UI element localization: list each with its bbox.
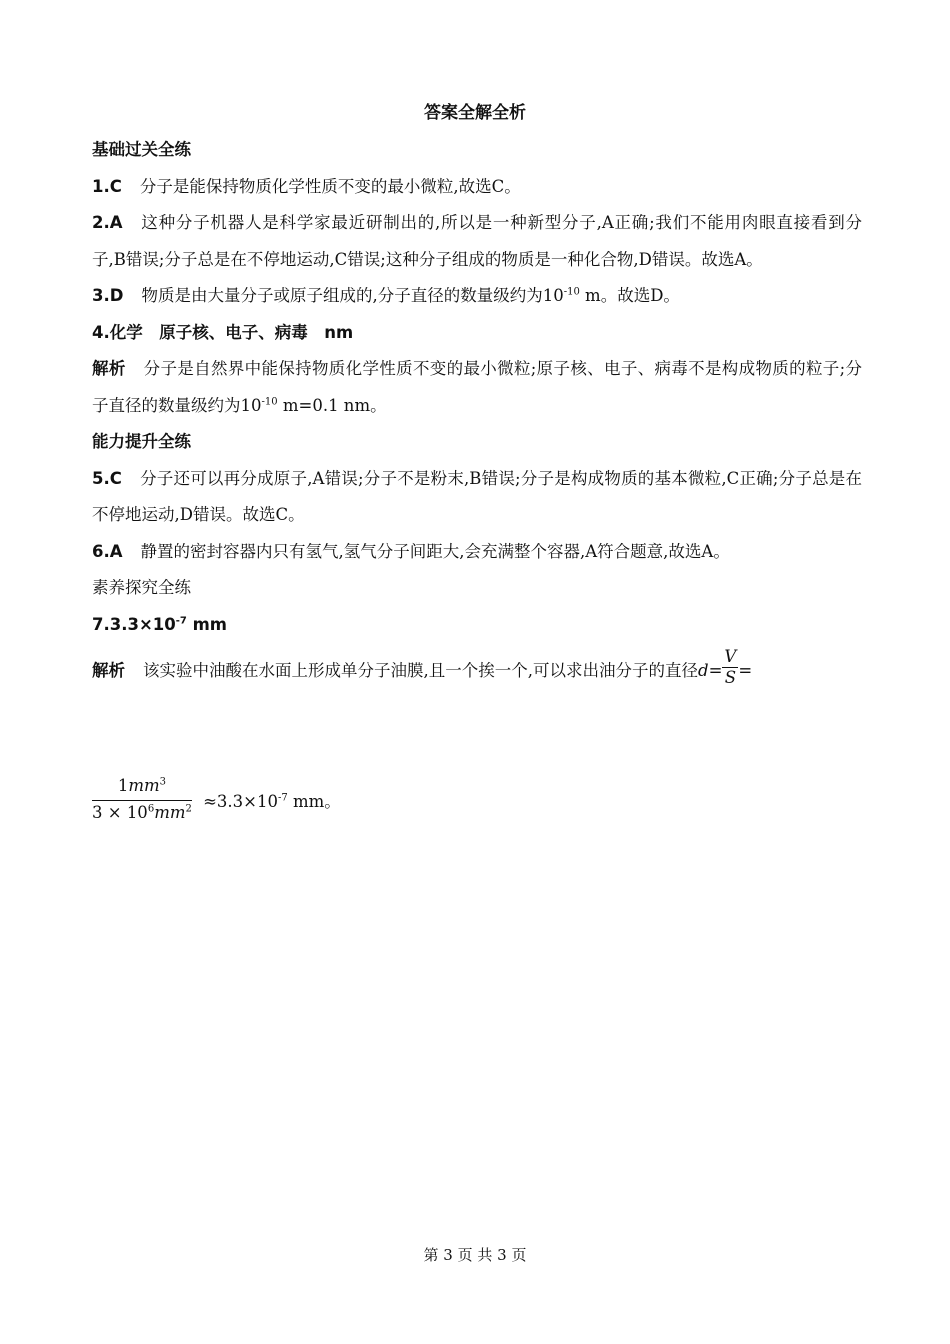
- answer-content: [92, 132, 862, 690]
- fraction-numerator: [92, 774, 192, 801]
- analysis-label: 解析: [92, 359, 126, 378]
- result-value: ≈3.3×10: [203, 791, 278, 811]
- exponent: -10: [261, 396, 278, 407]
- diameter-symbol: d: [698, 661, 709, 680]
- exponent: 2: [185, 803, 192, 815]
- answer-number: 1.C: [92, 176, 122, 196]
- exponent: 6: [147, 803, 155, 815]
- fraction-denominator: S: [724, 668, 736, 687]
- calculation-line: [92, 774, 341, 825]
- analysis-text: 分子是自然界中能保持物质化学性质不变的最小微粒;原子核、电子、病毒不是构成物质的粒子;分子直径的数量级约为10: [92, 359, 863, 415]
- page-footer: 第 3 页 共 3 页: [423, 1246, 527, 1264]
- analysis-text: 该实验中油酸在水面上形成单分子油膜,且一个挨一个,可以求出油分子的直径: [143, 661, 698, 680]
- answer-number: 3.D: [92, 286, 124, 305]
- answer-text: 物质是由大量分子或原子组成的,分子直径的数量级约为10: [141, 286, 564, 305]
- numerator-value: 1: [117, 776, 129, 795]
- answer-number: 5.C: [92, 468, 122, 488]
- denominator-unit: mm: [154, 803, 186, 822]
- answer-item-1: [92, 169, 862, 206]
- denominator-value: 3 × 10: [92, 803, 148, 822]
- answer-text: 分子是能保持物质化学性质不变的最小微粒,故选C。: [139, 176, 521, 196]
- page-title: 答案全解全析: [424, 103, 526, 123]
- answer-number: 6.A: [92, 541, 123, 561]
- answer-text-end: m。故选D。: [579, 286, 680, 305]
- answer-value: 7.3.3×10: [92, 614, 176, 634]
- fraction-v-over-s: [722, 647, 738, 688]
- result: [203, 792, 341, 811]
- numerator-unit: mm: [128, 776, 160, 795]
- exponent: -7: [175, 615, 187, 626]
- analysis-label: 解析: [92, 661, 125, 680]
- section-heading-literacy: 素养探究全练: [92, 578, 191, 597]
- answer-text: 分子还可以再分成原子,A错误;分子不是粉末,B错误;分子是构成物质的基本微粒,C正确;分子总是在不停地运动,D错误。故选C。: [92, 468, 862, 524]
- volume-area-fraction: [92, 774, 192, 825]
- answer-number: 2.A: [92, 213, 123, 232]
- exponent: 3: [159, 776, 167, 788]
- answer-text: 静置的密封容器内只有氢气,氢气分子间距大,会充满整个容器,A符合题意,故选A。: [140, 541, 730, 561]
- answer-item-3: [92, 278, 862, 315]
- equals-sign: =: [738, 661, 753, 680]
- exponent: -10: [563, 286, 580, 298]
- analysis-7: [92, 647, 862, 690]
- answer-item-4: 4.化学 原子核、电子、病毒 nm: [92, 322, 354, 342]
- answer-item-2: [92, 205, 862, 278]
- section-heading-advanced: 能力提升全练: [92, 432, 191, 451]
- answer-item-5: [92, 461, 862, 534]
- fraction-denominator: [92, 801, 192, 825]
- answer-item-7: [92, 607, 862, 644]
- analysis-text-end: m=0.1 nm。: [277, 395, 387, 415]
- answer-item-6: [92, 534, 862, 571]
- equals-sign: =: [708, 661, 723, 680]
- exponent: -7: [278, 792, 288, 803]
- answer-text: 这种分子机器人是科学家最近研制出的,所以是一种新型分子,A正确;我们不能用肉眼直接看到分子,B错误;分子总是在不停地运动,C错误;这种分子组成的物质是一种化合物,D错误。故选A。: [92, 213, 862, 269]
- answer-unit: mm: [186, 614, 228, 634]
- fraction-numerator: V: [724, 647, 737, 666]
- analysis-4: [92, 351, 862, 424]
- section-heading-basic: 基础过关全练: [92, 140, 191, 159]
- result-unit: mm。: [287, 791, 341, 811]
